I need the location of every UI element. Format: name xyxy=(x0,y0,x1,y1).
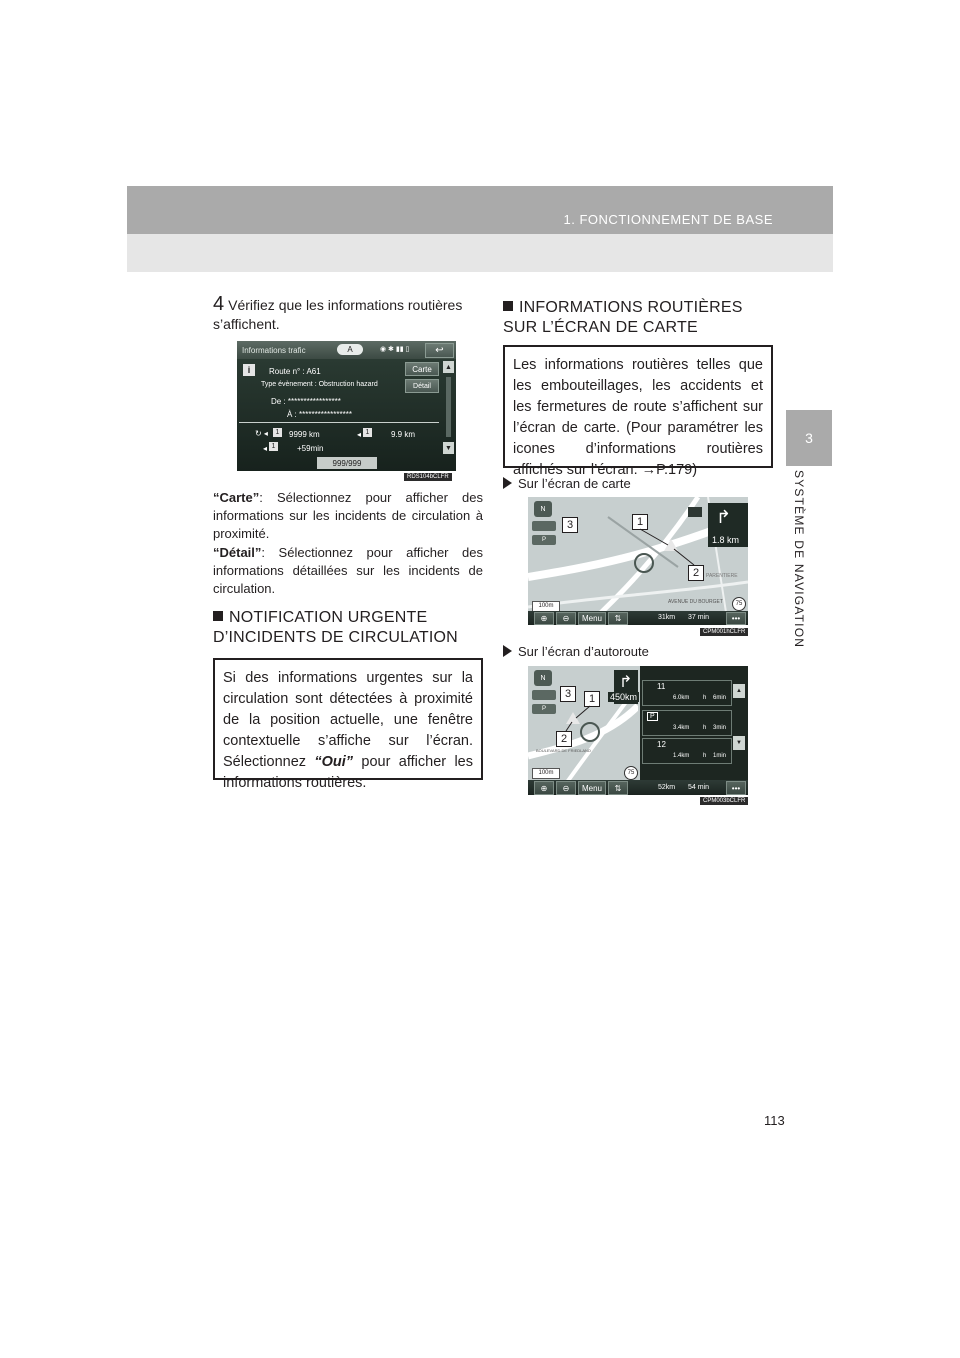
back-button[interactable]: ↩ xyxy=(425,343,454,358)
callout-3: 3 xyxy=(560,686,576,702)
exit-time: 6min xyxy=(713,695,727,701)
page-number: 113 xyxy=(764,1113,785,1128)
caption-map-text: Sur l’écran de carte xyxy=(518,476,631,491)
turn-distance: 450km xyxy=(610,692,638,702)
map-figure-code: CPM001hCLFR xyxy=(700,628,748,636)
callout-lines xyxy=(528,497,748,625)
zoom-out-button[interactable]: ⊖ xyxy=(556,781,576,795)
exit-time: 3min xyxy=(713,725,727,731)
speed-limit-sign: 75 xyxy=(624,766,638,780)
trip-distance: 52km xyxy=(658,784,676,791)
callout-1: 1 xyxy=(584,691,600,707)
desc-detail xyxy=(213,544,483,598)
exit-row-2[interactable] xyxy=(642,710,732,736)
figure-code: RDS104bCLFR xyxy=(404,473,452,481)
scroll-up-button[interactable]: ▲ xyxy=(443,361,454,373)
status-icons: ◉ ✱ ▮▮ ▯ xyxy=(380,346,410,353)
compass-button[interactable]: N xyxy=(534,670,552,686)
urgent-notice-box xyxy=(213,658,483,791)
section-urgent-title: NOTIFICATION URGENTE D’INCIDENTS DE CIRCULATION xyxy=(213,609,458,646)
caption-map-screen xyxy=(503,476,631,491)
side-label-text: SYSTÈME DE NAVIGATION xyxy=(792,470,806,649)
from-field: De : ***************** xyxy=(271,397,341,406)
menu-button[interactable]: Menu xyxy=(578,612,606,625)
screen-title-bar xyxy=(237,341,456,359)
page-counter: 999/999 xyxy=(317,457,377,469)
scale-indicator: 100m xyxy=(532,768,560,779)
step-number: 4 xyxy=(213,293,225,315)
route-icon: ↻ ◂ xyxy=(255,429,268,438)
scroll-up-button[interactable]: ▲ xyxy=(733,684,745,698)
speed-limit-sign: 75 xyxy=(732,597,746,611)
highway-bottom-bar xyxy=(528,780,748,795)
header-subband xyxy=(127,234,833,272)
exit-h: h xyxy=(703,695,707,701)
arrow-right-icon xyxy=(503,477,512,489)
street-label: BOULEVARD DE FRIEDLAND xyxy=(536,748,591,753)
scroll-down-button[interactable]: ▼ xyxy=(443,442,454,454)
scroll-down-button[interactable]: ▼ xyxy=(733,736,745,750)
urgent-text-pre: Si des informations urgentes sur la circulation sont détectées à proximité de la position actuelle, une fenêtre contextuelle s’affiche sur l’écran. Sélectionnez xyxy=(223,670,473,770)
exit-time: 1min xyxy=(713,753,727,759)
section-heading-map xyxy=(503,298,773,338)
desc-detail-term: “Détail” xyxy=(213,545,262,560)
place-label: PARENTIERE xyxy=(706,573,738,579)
caption-highway-screen xyxy=(503,644,649,659)
turn-arrow-icon: ↱ xyxy=(716,507,732,527)
trip-distance: 31km xyxy=(658,614,676,621)
turn-distance: 1.8 km xyxy=(712,535,740,545)
info-icon: i xyxy=(243,364,255,376)
exit-distance: 1.4km xyxy=(673,753,690,759)
traffic-info-screen xyxy=(237,341,456,471)
step-text: Vérifiez que les informations routières s’affichent. xyxy=(213,297,463,332)
section-heading-urgent xyxy=(213,608,483,648)
distance-1: 9999 km xyxy=(289,430,320,439)
exit-label: P xyxy=(647,712,658,721)
menu-button[interactable]: Menu xyxy=(578,781,606,795)
exit-distance: 3.4km xyxy=(673,725,690,731)
detail-button[interactable]: Détail xyxy=(405,379,439,393)
mode-badge: A xyxy=(337,344,363,355)
screen-title: Informations trafic xyxy=(242,346,306,355)
step-4 xyxy=(213,295,483,334)
zoom-out-button[interactable]: ⊖ xyxy=(556,612,576,625)
event-type: Type évènement : Obstruction hazard xyxy=(261,381,378,388)
event-badge-icon: 1 xyxy=(273,428,282,437)
zoom-in-button[interactable]: ⊕ xyxy=(534,781,554,795)
caption-highway-text: Sur l’écran d’autoroute xyxy=(518,644,649,659)
exit-h: h xyxy=(703,753,707,759)
scale-indicator: 100m xyxy=(532,601,560,612)
map-screen xyxy=(528,497,748,625)
highway-screen xyxy=(528,666,748,795)
callout-2: 2 xyxy=(556,731,572,747)
map-info-box xyxy=(503,345,773,478)
more-button[interactable]: ••• xyxy=(726,612,746,625)
chapter-side-label xyxy=(792,470,826,650)
street-label: AVENUE DU BOURGET xyxy=(668,599,723,605)
chapter-title: 1. FONCTIONNEMENT DE BASE xyxy=(563,212,773,227)
arrow-right-icon xyxy=(503,645,512,657)
parking-icon[interactable]: P xyxy=(532,535,556,545)
parking-icon[interactable]: P xyxy=(532,704,556,714)
desc-carte-term: “Carte” xyxy=(213,490,260,505)
urgent-text-post: pour afficher les informations routières. xyxy=(223,754,473,791)
section-map-title: INFORMATIONS ROUTIÈRES SUR L’ÉCRAN DE CARTE xyxy=(503,299,743,336)
exit-list-panel xyxy=(640,666,748,780)
exit-h: h xyxy=(703,725,707,731)
map-button[interactable]: Carte xyxy=(405,362,439,376)
desc-detail-text: : Sélectionnez pour afficher des informations détaillées sur les incidents de circulation. xyxy=(213,545,483,596)
desc-carte-text: : Sélectionnez pour afficher des informations sur les incidents de circulation à proximité. xyxy=(213,490,483,541)
time-delay: +59min xyxy=(297,444,324,453)
trip-time: 37 min xyxy=(688,614,710,621)
arrow-icon: ◂ xyxy=(357,430,362,439)
square-bullet-icon xyxy=(213,611,223,621)
zoom-in-button[interactable]: ⊕ xyxy=(534,612,554,625)
scrollbar-track[interactable] xyxy=(446,377,451,437)
map-info-text: Les informations routières telles que les embouteillages, les accidents et les fermetures de route s’affichent sur l’écran de carte. (Pour paramétrer les icones d’informations routières affichés sur l’écran: →P.179) xyxy=(513,357,763,478)
route-button[interactable]: ⇅ xyxy=(608,612,628,625)
highway-figure-code: CPM003bCLFR xyxy=(700,797,748,805)
urgent-text-term: “Oui” xyxy=(314,754,354,770)
time-icon: ◂ xyxy=(263,444,268,453)
route-button[interactable]: ⇅ xyxy=(608,781,628,795)
exit-label: 11 xyxy=(657,682,666,691)
exit-row-3[interactable] xyxy=(642,738,732,764)
divider xyxy=(239,422,439,423)
callout-2: 2 xyxy=(688,565,704,581)
event-badge-icon-3: 1 xyxy=(269,442,278,451)
header-band xyxy=(127,186,833,234)
exit-label: 12 xyxy=(657,740,666,749)
compass-button[interactable]: N xyxy=(534,501,552,517)
square-bullet-icon xyxy=(503,301,513,311)
callout-1: 1 xyxy=(632,514,648,530)
event-badge-icon-2: 1 xyxy=(363,428,372,437)
route-number: Route n° : A61 xyxy=(269,367,321,376)
callout-3: 3 xyxy=(562,517,578,533)
chapter-tab: 3 xyxy=(786,410,832,466)
desc-carte xyxy=(213,489,483,543)
distance-2: 9.9 km xyxy=(391,430,416,439)
to-field: À : ***************** xyxy=(287,410,352,419)
more-button[interactable]: ••• xyxy=(726,781,746,795)
exit-row-1[interactable] xyxy=(642,680,732,706)
trip-time: 54 min xyxy=(688,784,710,791)
map-bottom-bar xyxy=(528,611,748,625)
exit-distance: 6.0km xyxy=(673,695,690,701)
turn-arrow-icon: ↱ xyxy=(619,674,633,691)
